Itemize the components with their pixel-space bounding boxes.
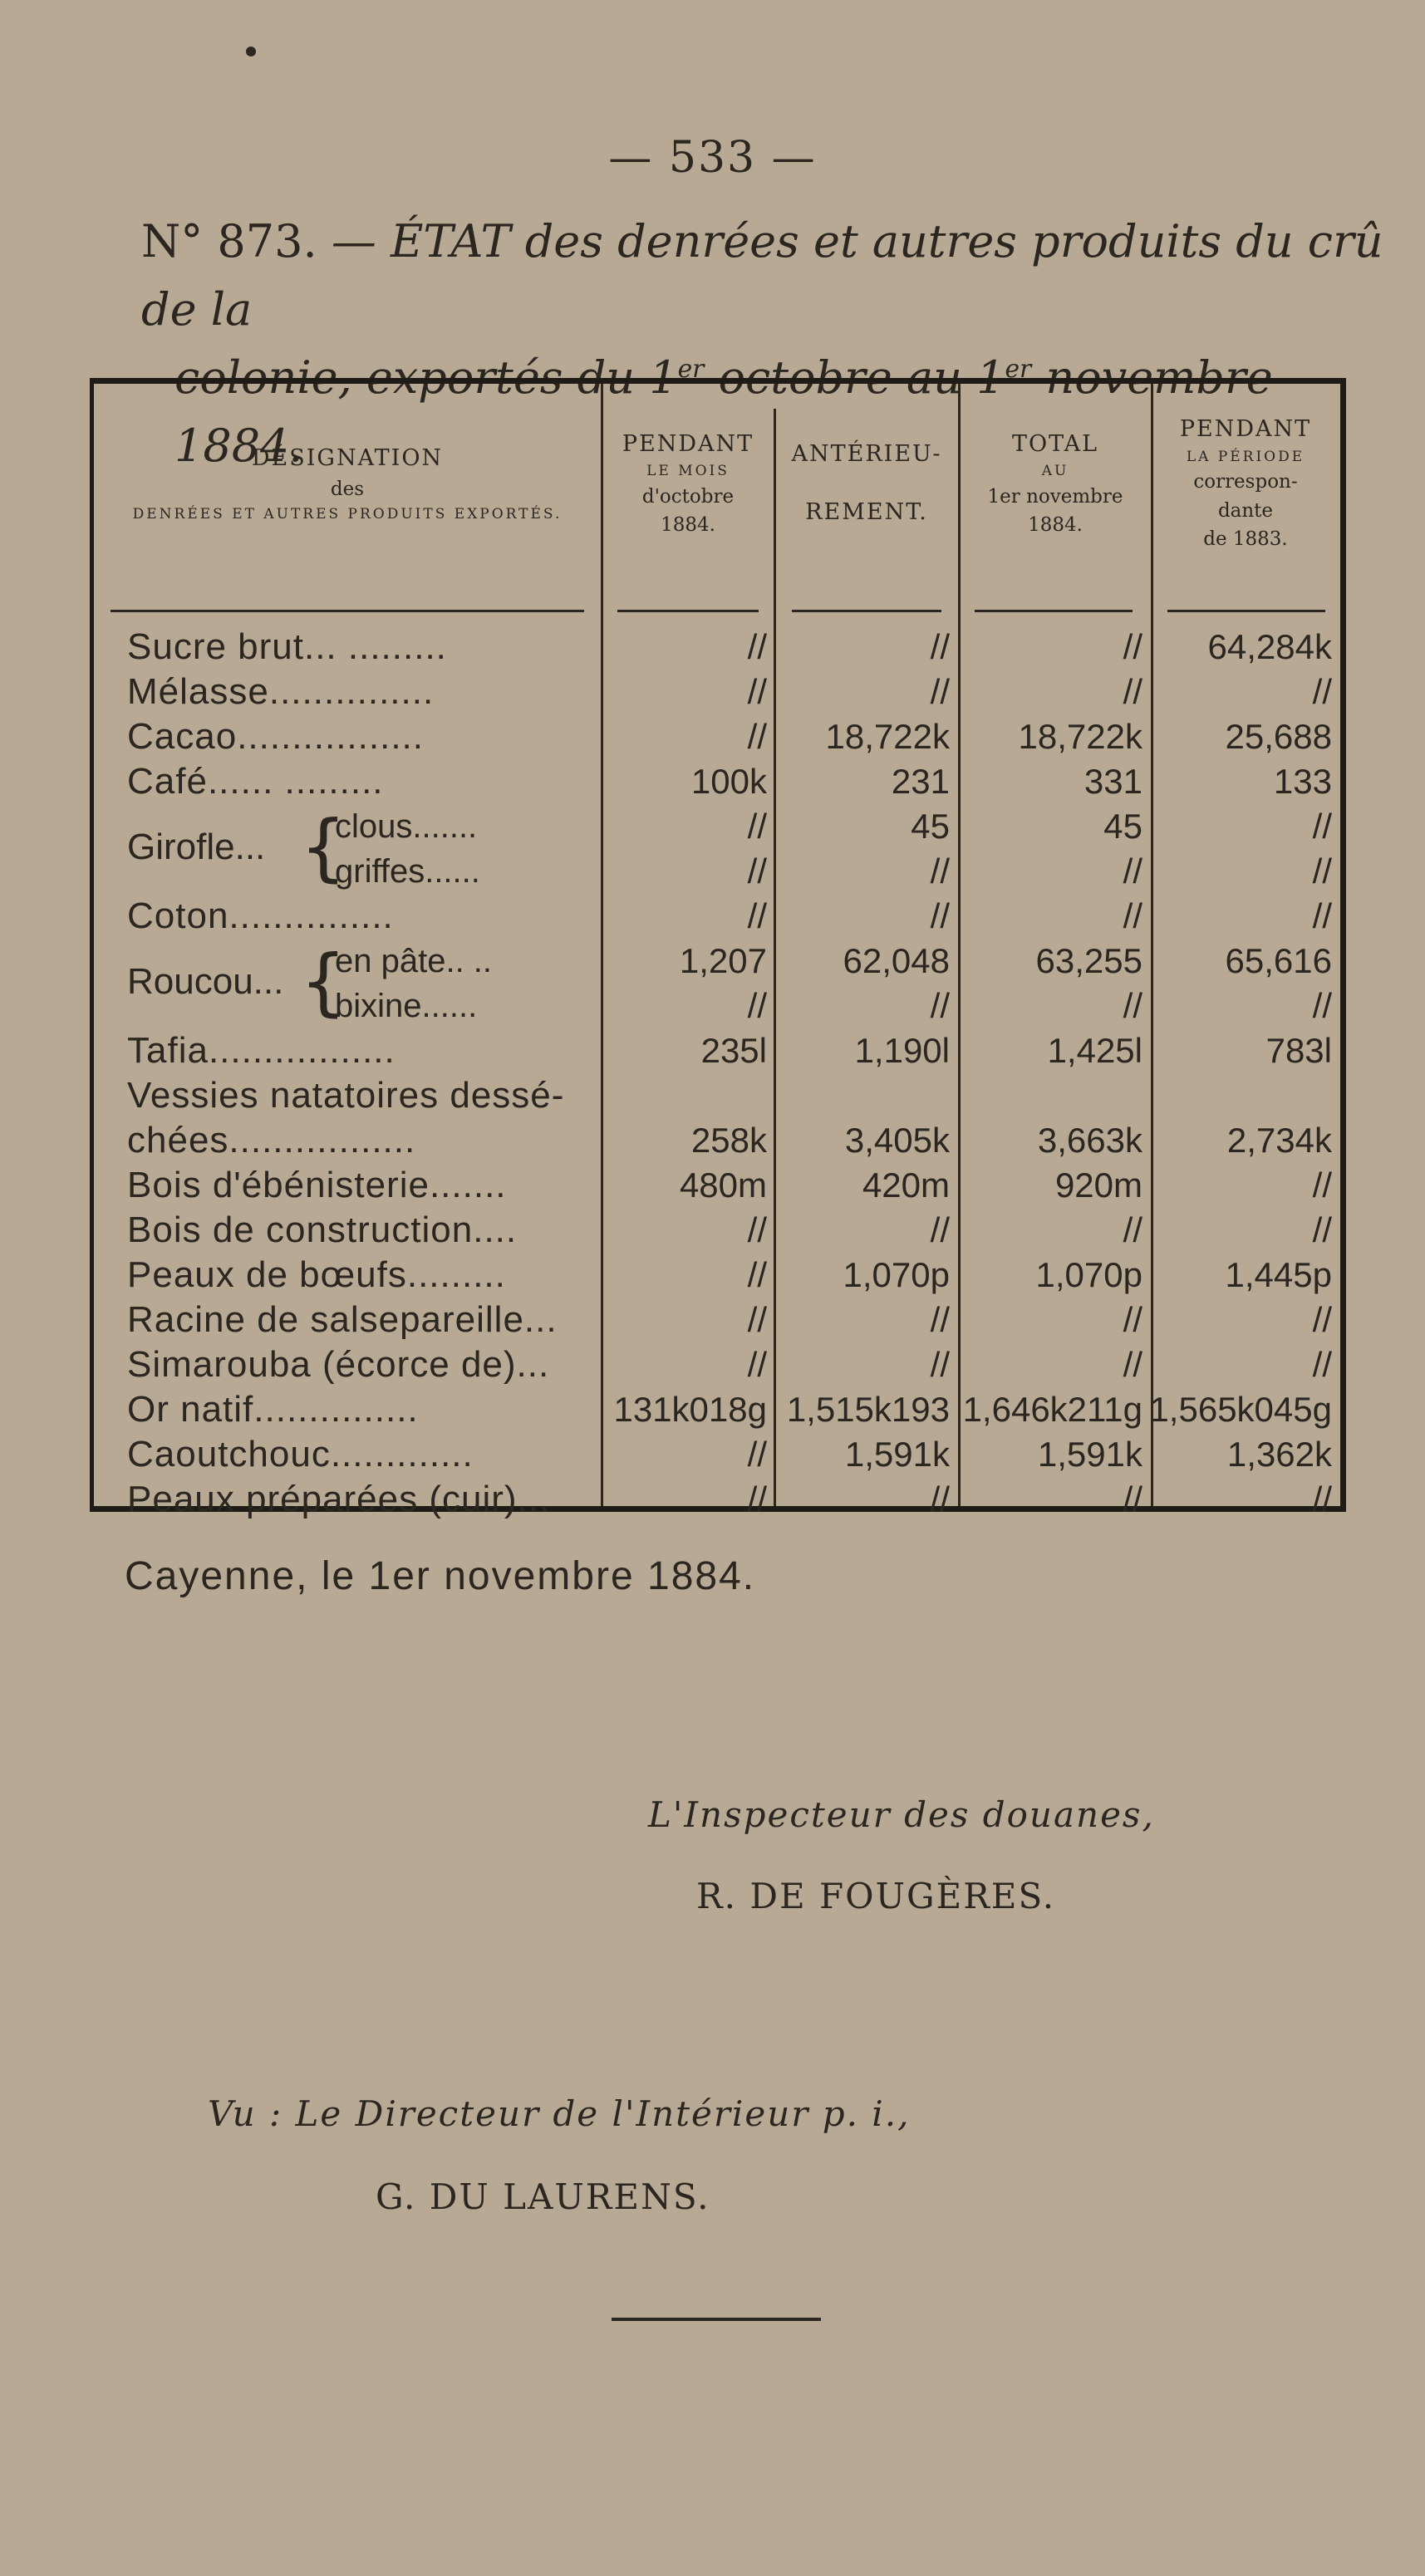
row-value: 3,663k — [1037, 1121, 1142, 1160]
row-label: Cacao................. — [127, 716, 425, 757]
row-value: 1,070p — [843, 1255, 950, 1294]
row-label: Peaux préparées (cuir)... — [127, 1479, 551, 1519]
header-text: AU — [1041, 463, 1069, 479]
header-text: PENDANT — [1179, 416, 1312, 443]
ink-dot — [246, 47, 256, 56]
title-sup-1: er — [677, 355, 705, 384]
table-row — [94, 1298, 1340, 1342]
inspector-name: R. DE FOUGÈRES. — [696, 1876, 1056, 1916]
row-label: griffes...... — [335, 853, 480, 890]
table-row — [94, 849, 1340, 894]
table-row — [94, 759, 1340, 804]
row-value: 64,284k — [1207, 627, 1332, 666]
row-label: chées................. — [127, 1120, 416, 1160]
row-value: // — [930, 1345, 950, 1384]
header-text: DÉSIGNATION — [251, 444, 444, 471]
row-value: // — [747, 717, 767, 756]
row-value: 62,048 — [843, 941, 950, 980]
row-value: // — [747, 896, 767, 935]
row-value: // — [930, 1479, 950, 1519]
header-text: de 1883. — [1203, 528, 1288, 551]
row-value: // — [1312, 896, 1332, 935]
row-value: 1,207 — [679, 941, 767, 980]
row-value: 1,515k193 — [786, 1390, 950, 1429]
row-value: // — [930, 896, 950, 935]
row-value: // — [747, 1255, 767, 1294]
title-line-1 — [141, 208, 1388, 344]
row-label: Tafia................. — [127, 1030, 396, 1071]
row-label: Racine de salsepareille... — [127, 1299, 558, 1340]
row-value: // — [1312, 1300, 1332, 1339]
table-row — [94, 1253, 1340, 1298]
row-value: // — [1312, 672, 1332, 711]
row-value: 3,405k — [844, 1121, 950, 1160]
row-value: // — [1123, 851, 1142, 891]
title-text-2b: octobre au 1 — [704, 351, 1005, 404]
row-value: // — [747, 1435, 767, 1474]
row-label: Bois d'ébénisterie....... — [127, 1165, 507, 1205]
row-label: Peaux de bœufs......... — [127, 1254, 506, 1295]
header-text: 1884. — [1028, 514, 1083, 536]
header-text: REMENT. — [805, 499, 928, 525]
title-text-2a: colonie, exportés du 1 — [174, 351, 678, 404]
header-pendant-mois — [602, 384, 774, 583]
header-total — [960, 384, 1151, 583]
row-value: 1,565k045g — [1149, 1390, 1332, 1429]
row-value: 235l — [700, 1031, 767, 1070]
header-rule — [617, 610, 759, 612]
table-row — [94, 714, 1340, 759]
row-label: Café...... ......... — [127, 761, 384, 802]
row-value: // — [747, 986, 767, 1025]
header-text: correspon- — [1193, 471, 1298, 493]
row-value: 45 — [911, 807, 950, 846]
row-value: // — [1312, 1479, 1332, 1519]
row-value: // — [1312, 986, 1332, 1025]
header-anterieurement — [775, 384, 958, 583]
brace-icon: { — [300, 804, 346, 890]
header-text: TOTAL — [1011, 430, 1099, 457]
row-value: 1,646k211g — [962, 1390, 1142, 1429]
row-value: // — [747, 1210, 767, 1249]
row-value: 65,616 — [1225, 941, 1332, 980]
header-text: 1er novembre — [987, 485, 1123, 508]
row-value: 1,070p — [1035, 1255, 1142, 1294]
row-value: // — [1123, 986, 1142, 1025]
row-value: // — [747, 851, 767, 891]
row-label: Mélasse............... — [127, 671, 435, 712]
row-value: // — [930, 851, 950, 891]
row-value: 63,255 — [1035, 941, 1142, 980]
table-row — [94, 1073, 1340, 1118]
row-value: // — [747, 1300, 767, 1339]
row-value: // — [747, 807, 767, 846]
row-value: 920m — [1054, 1165, 1142, 1205]
table-row — [94, 1163, 1340, 1208]
row-value: 1,190l — [854, 1031, 950, 1070]
row-value: // — [930, 672, 950, 711]
header-text: 1884. — [661, 514, 715, 536]
row-value: // — [1123, 896, 1142, 935]
title-text-2c: novembre 1884. — [174, 351, 1273, 472]
row-value: // — [1123, 672, 1142, 711]
table-row — [94, 804, 1340, 849]
row-label: Or natif............... — [127, 1389, 419, 1430]
table-row — [94, 625, 1340, 670]
table-row — [94, 1118, 1340, 1163]
header-text: PENDANT — [622, 430, 754, 457]
header-rule — [111, 610, 584, 612]
row-label: Simarouba (écorce de)... — [127, 1344, 550, 1385]
header-rule — [975, 610, 1133, 612]
row-value: // — [930, 1210, 950, 1249]
row-value: // — [1123, 1210, 1142, 1249]
row-value: 133 — [1273, 762, 1332, 801]
row-value: // — [747, 1345, 767, 1384]
row-label: bixine...... — [335, 988, 478, 1024]
row-value: 131k018g — [613, 1390, 767, 1429]
row-value: // — [1312, 851, 1332, 891]
table-row — [94, 1028, 1340, 1073]
director-name: G. DU LAURENS. — [376, 2176, 710, 2217]
row-value: 25,688 — [1225, 717, 1332, 756]
row-value: // — [747, 672, 767, 711]
table-row — [94, 1477, 1340, 1522]
header-periode — [1152, 384, 1339, 583]
title-sup-2: er — [1005, 355, 1032, 384]
title-text-1: — ÉTAT des denrées et autres produits du crû de la — [141, 215, 1383, 336]
export-table — [90, 378, 1346, 1519]
table-row — [94, 1342, 1340, 1387]
table-row — [94, 1432, 1340, 1477]
row-label: Bois de construction.... — [127, 1209, 518, 1250]
row-label: Vessies natatoires dessé- — [127, 1075, 565, 1116]
header-designation — [94, 384, 601, 583]
table-row — [94, 1387, 1340, 1432]
brace-icon: { — [300, 939, 346, 1024]
header-text: LE MOIS — [646, 463, 730, 479]
row-value: // — [1312, 1210, 1332, 1249]
group-label-girofle: Girofle... — [127, 827, 266, 867]
row-value: 1,591k — [1037, 1435, 1142, 1474]
row-value: 1,425l — [1047, 1031, 1142, 1070]
row-label: Sucre brut... ......... — [127, 626, 447, 667]
row-value: // — [1312, 1165, 1332, 1205]
row-value: // — [1312, 807, 1332, 846]
header-text: des — [330, 478, 365, 501]
row-label: Coton............... — [127, 895, 394, 936]
row-value: 783l — [1265, 1031, 1332, 1070]
row-value: 18,722k — [825, 717, 950, 756]
header-text: DENRÉES ET AUTRES PRODUITS EXPORTÉS. — [132, 505, 563, 523]
row-value: 1,362k — [1226, 1435, 1332, 1474]
row-value: 1,591k — [844, 1435, 950, 1474]
row-value: 420m — [862, 1165, 950, 1205]
header-text: ANTÉRIEU- — [791, 440, 942, 467]
row-label: en pâte.. .. — [335, 943, 493, 979]
row-value: // — [1123, 1479, 1142, 1519]
row-value: // — [930, 627, 950, 666]
row-value: 1,445p — [1225, 1255, 1332, 1294]
row-value: // — [747, 1479, 767, 1519]
director-title: Vu : Le Directeur de l'Intérieur p. i., — [208, 2093, 911, 2134]
row-value: 480m — [679, 1165, 767, 1205]
row-label: Caoutchouc............. — [127, 1434, 474, 1474]
inspector-title: L'Inspecteur des douanes, — [648, 1794, 1155, 1835]
table-row — [94, 894, 1340, 939]
table-row — [94, 1208, 1340, 1253]
header-text: LA PÉRIODE — [1186, 448, 1305, 465]
row-value: // — [930, 1300, 950, 1339]
page-number: — 533 — — [608, 133, 817, 183]
header-text: dante — [1217, 499, 1274, 522]
row-value: // — [747, 627, 767, 666]
group-label-roucou: Roucou... — [127, 961, 284, 1002]
row-value: 231 — [891, 762, 950, 801]
row-value: 2,734k — [1226, 1121, 1332, 1160]
row-label: clous....... — [335, 808, 478, 845]
row-value: // — [1123, 1345, 1142, 1384]
row-value: 18,722k — [1018, 717, 1142, 756]
header-text: d'octobre — [641, 485, 735, 508]
row-value: // — [1312, 1345, 1332, 1384]
row-value: // — [1123, 1300, 1142, 1339]
row-value: 45 — [1103, 807, 1142, 846]
closing-rule — [612, 2318, 821, 2321]
header-rule — [1167, 610, 1325, 612]
table-row — [94, 670, 1340, 714]
row-value: 100k — [690, 762, 767, 801]
row-value: 258k — [690, 1121, 767, 1160]
row-value: // — [1123, 627, 1142, 666]
place-date: Cayenne, le 1er novembre 1884. — [125, 1554, 756, 1598]
row-value: 331 — [1083, 762, 1142, 801]
header-rule — [792, 610, 941, 612]
document-number: N° 873. — [141, 215, 317, 267]
row-value: // — [930, 986, 950, 1025]
